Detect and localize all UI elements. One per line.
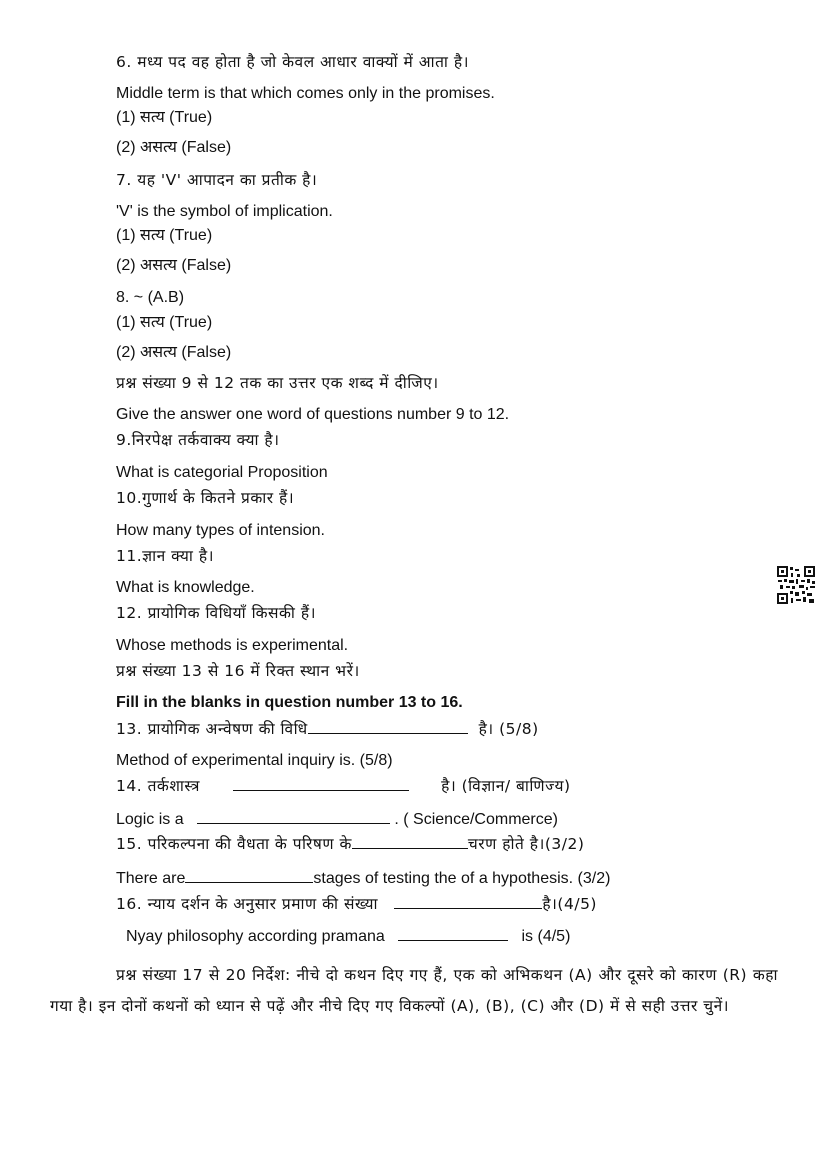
q13-blank xyxy=(308,719,468,734)
q14-english-start: Logic is a xyxy=(116,811,184,828)
assertion-reason-text: प्रश्न संख्या 17 से 20 निर्देश: नीचे दो कथन दिए गए हैं, एक को अभिकथन (A) और दूसरे को कारण (R) कहा गया है। इन दोनों कथनों को ध्यान से पढ़ें और नीचे दिए गए विकल्पों (A), (B), (C) और (D) में से सही उत्तर चुनें। xyxy=(50,966,778,1015)
q16-english-blank xyxy=(398,926,508,941)
q15-blank xyxy=(352,834,468,849)
q16-hindi-start: 16. न्याय दर्शन के अनुसार प्रमाण की संख्या xyxy=(116,895,379,913)
q16-blank xyxy=(394,894,542,909)
q14-hindi-end: है। (विज्ञान/ बाणिज्य) xyxy=(441,777,571,795)
q11-hindi: 11.ज्ञान क्या है। xyxy=(116,547,214,565)
q14-hindi xyxy=(116,776,571,796)
q16-hindi-end: है।(4/5) xyxy=(542,895,597,913)
section-blanks-english: Fill in the blanks in question number 13 to 16. xyxy=(116,694,463,711)
section-blanks-hindi: प्रश्न संख्या 13 से 16 में रिक्त स्थान भरें। xyxy=(116,662,360,680)
assertion-reason-instructions xyxy=(50,960,778,1022)
q9-english: What is categorial Proposition xyxy=(116,464,328,481)
q13-hindi-start: 13. प्रायोगिक अन्वेषण की विधि xyxy=(116,720,308,738)
q15-hindi-start: 15. परिकल्पना की वैधता के परिषण के xyxy=(116,835,352,853)
q6-english: Middle term is that which comes only in the promises. xyxy=(116,85,495,102)
q7-hindi: 7. यह 'V' आपादन का प्रतीक है। xyxy=(116,171,318,189)
q7-english: 'V' is the symbol of implication. xyxy=(116,203,333,220)
q8-option-1: (1) सत्य (True) xyxy=(116,314,213,331)
q7-option-2: (2) असत्य (False) xyxy=(116,257,232,274)
q10-english: How many types of intension. xyxy=(116,522,325,539)
q16-hindi xyxy=(116,894,597,914)
q15-hindi xyxy=(116,834,584,854)
q7-option-1: (1) सत्य (True) xyxy=(116,227,213,244)
q14-english-end: . ( Science/Commerce) xyxy=(394,811,558,828)
q9-hindi: 9.निरपेक्ष तर्कवाक्य क्या है। xyxy=(116,431,280,449)
q14-english-blank xyxy=(197,809,390,824)
q14-blank xyxy=(233,776,409,791)
q14-english xyxy=(116,809,558,830)
q8-option-2: (2) असत्य (False) xyxy=(116,344,232,361)
q8-text: 8. ~ (A.B) xyxy=(116,289,185,306)
section-one-word-hindi: प्रश्न संख्या 9 से 12 तक का उत्तर एक शब्द में दीजिए। xyxy=(116,374,439,392)
q13-english: Method of experimental inquiry is. (5/8) xyxy=(116,752,393,769)
q6-option-1: (1) सत्य (True) xyxy=(116,109,213,126)
q16-english-start: Nyay philosophy according pramana xyxy=(126,928,385,945)
q13-hindi xyxy=(116,719,539,739)
q6-hindi: 6. मध्य पद वह होता है जो केवल आधार वाक्यों में आता है। xyxy=(116,53,469,71)
q15-english-start: There are xyxy=(116,870,186,887)
q14-hindi-start: 14. तर्कशास्त्र xyxy=(116,777,200,795)
q13-hindi-end: है। (5/8) xyxy=(478,720,539,738)
q11-english: What is knowledge. xyxy=(116,579,255,596)
q15-english xyxy=(116,868,610,889)
q16-english-end: is (4/5) xyxy=(521,928,571,945)
q12-hindi: 12. प्रायोगिक विधियाँ किसकी हैं। xyxy=(116,604,316,622)
q12-english: Whose methods is experimental. xyxy=(116,637,349,654)
q16-english xyxy=(126,926,570,947)
q15-english-end: stages of testing the of a hypothesis. (3/2) xyxy=(313,870,611,887)
qr-code-icon xyxy=(776,565,816,605)
q10-hindi: 10.गुणार्थ के कितने प्रकार हैं। xyxy=(116,489,295,507)
q15-english-blank xyxy=(185,868,313,883)
q15-hindi-end: चरण होते है।(3/2) xyxy=(467,835,585,853)
section-one-word-english: Give the answer one word of questions number 9 to 12. xyxy=(116,406,510,423)
q6-option-2: (2) असत्य (False) xyxy=(116,139,232,156)
